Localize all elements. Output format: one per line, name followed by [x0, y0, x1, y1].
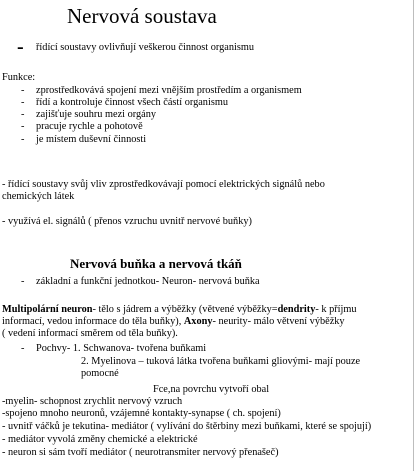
multipolar-text: - tělo s jádrem a výběžky (větvené výběžky= — [92, 304, 278, 315]
list-item: -spojeno mnoho neuronů, vzájemné kontakty-synapse ( ch. spojení) — [2, 408, 281, 419]
functions-label: Funkce: — [2, 72, 36, 83]
multipolar-text: - neurity- málo větvení výběžky — [212, 316, 345, 327]
multipolar-text: - k příjmu — [315, 304, 357, 315]
section-bullet-dash: - — [21, 276, 25, 287]
multipolar-text: informací, vedou informace do těla buňky), — [2, 316, 184, 327]
list-item: - neuron si sám tvoří mediátor ( neurotransmiter nervový přenašeč) — [2, 447, 279, 458]
multipolar-line1 — [2, 304, 357, 316]
functions-item: je místem duševní činnosti — [36, 134, 147, 145]
functions-dash: - — [21, 109, 25, 120]
functions-item: pracuje rychle a pohotově — [36, 121, 143, 132]
pochvy-line4: Fce,na povrchu vytvoří obal — [153, 384, 270, 395]
list-item: -myelin- schopnost zrychlit nervový vzruch — [2, 396, 183, 407]
list-item: - uvnitř váčků je tekutina- mediátor ( vylívání do štěrbiny mezi buňkami, které se spojují) — [2, 421, 372, 432]
section-heading: Nervová buňka a nervová tkáň — [70, 256, 242, 271]
paragraph-electric: - využívá el. signálů ( přenos vzruchu uvnitř nervové buňky) — [2, 216, 252, 227]
intro-text: řídící soustavy ovlivňují veškerou činnost organismu — [36, 42, 255, 53]
functions-item: zprostředkovává spojení mezi vnějším prostředím a organismem — [36, 85, 302, 96]
functions-dash: - — [21, 85, 25, 96]
functions-item: řídí a kontroluje činnost všech částí organismu — [36, 97, 228, 108]
functions-dash: - — [21, 134, 25, 145]
list-item: - mediátor vyvolá změny chemické a elektrické — [2, 434, 198, 445]
pochvy-line2: 2. Myelinova – tuková látka tvořena buňkami gliovými- mají pouze — [81, 356, 361, 367]
section-bullet-text: základní a funkční jednotkou- Neuron- nervová buňka — [36, 276, 260, 287]
functions-dash: - — [21, 97, 25, 108]
functions-dash: - — [21, 121, 25, 132]
page-edge-line — [413, 0, 414, 471]
paragraph-signals-line2: chemických látek — [2, 191, 75, 202]
pochvy-line3: pomocné — [81, 368, 119, 379]
paragraph-signals-line1: - řídící soustavy svůj vliv zprostředkovávají pomocí elektrických signálů nebo — [2, 179, 325, 190]
multipolar-line3: ( vedení informací směrem od těla buňky). — [2, 328, 178, 339]
dendrity-term: dendrity — [277, 304, 316, 315]
pochvy-dash: - — [21, 343, 25, 354]
multipolar-term: Multipolární neuron — [2, 304, 93, 315]
multipolar-line2 — [2, 316, 345, 328]
intro-bullet: - — [17, 36, 24, 58]
page-title: Nervová soustava — [67, 4, 217, 28]
functions-item: zajišťuje souhru mezi orgány — [36, 109, 157, 120]
pochvy-line1: Pochvy- 1. Schwanova- tvořena buňkami — [36, 343, 207, 354]
axony-term: Axony — [183, 316, 213, 327]
